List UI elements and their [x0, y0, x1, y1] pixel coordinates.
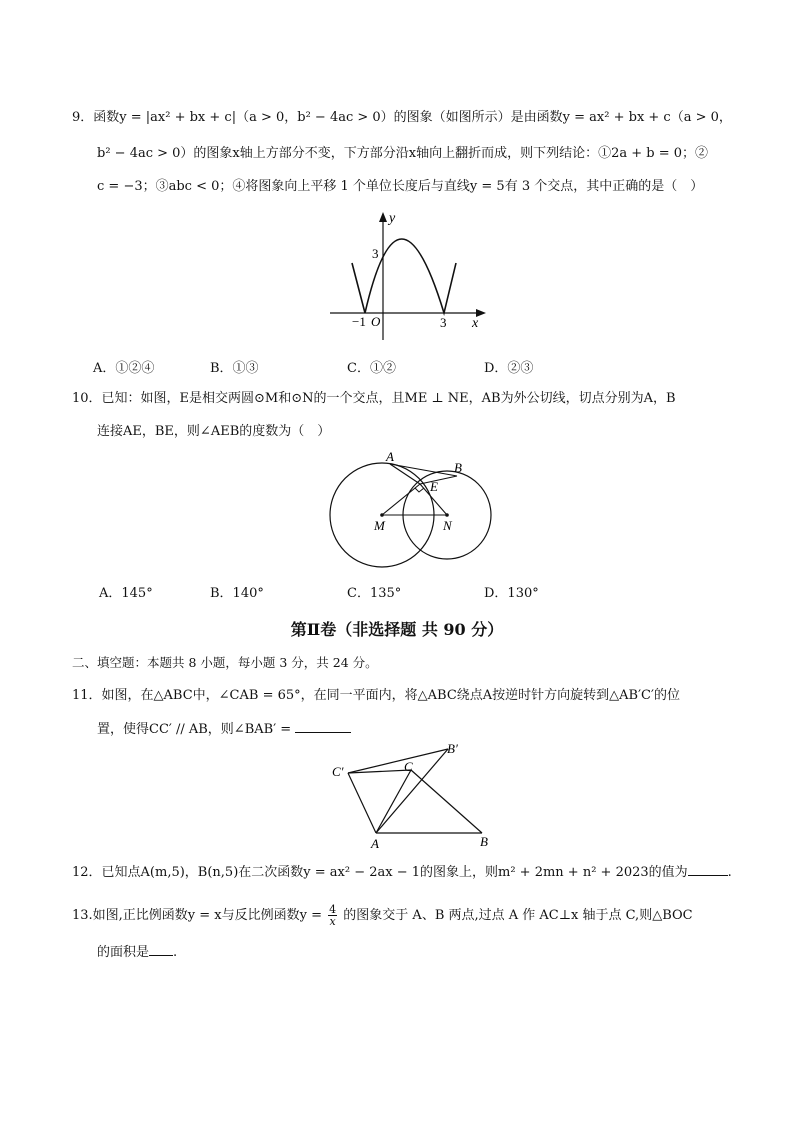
q9-option-a[interactable]: A．①②④ — [93, 361, 155, 376]
q12-text: 12．已知点A(m,5)，B(n,5)在二次函数y = ax² − 2ax − 1的图象上，则m² + 2mn + n² + 2023的值为 — [72, 865, 688, 880]
right-angle-mark — [415, 488, 424, 492]
segment-ac-prime — [348, 773, 376, 833]
q10-figure — [326, 448, 496, 572]
q11-line1: 11．如图，在△ABC中，∠CAB = 65°，在同一平面内，将△ABC绕点A按逆时针方向旋转到△AB′C′的位 — [72, 688, 680, 703]
tangent-ab — [390, 464, 457, 476]
label-e: E — [430, 479, 438, 494]
q13-line2-text: 的面积是 — [97, 945, 150, 960]
q13-line2 — [97, 942, 177, 962]
q11-answer-blank[interactable] — [295, 719, 351, 733]
q12-answer-blank[interactable] — [688, 862, 728, 876]
label-m: M — [374, 518, 385, 533]
tick-neg1: −1 — [352, 314, 366, 329]
q9-line2: b² − 4ac > 0）的图象x轴上方部分不变，下方部分沿x轴向上翻折而成，则下列结论：①2a + b = 0；② — [97, 146, 709, 161]
q9-option-c[interactable]: C．①② — [347, 361, 396, 376]
q13-answer-blank[interactable] — [149, 942, 173, 956]
q12-end: . — [727, 865, 732, 880]
q13-text-a: 13.如图,正比例函数y = x与反比例函数y = — [72, 908, 323, 923]
q9-graph — [326, 208, 496, 344]
origin-label: O — [371, 314, 381, 329]
label-c-prime: C′ — [332, 764, 344, 779]
label-a: A — [386, 449, 394, 464]
q13-fraction — [328, 904, 337, 927]
point-m — [380, 513, 384, 517]
q13-end: . — [173, 945, 178, 960]
x-axis-label: x — [472, 316, 479, 331]
q13-fraction-num: 4 — [329, 903, 337, 916]
q10-option-d[interactable]: D．130° — [484, 586, 539, 601]
tick-3-y: 3 — [372, 246, 379, 261]
label-b-prime: B′ — [447, 741, 458, 756]
section-subtitle: 二、填空题：本题共 8 小题，每小题 3 分，共 24 分。 — [72, 655, 378, 670]
q12-line — [72, 862, 732, 882]
label-b: B — [480, 834, 488, 849]
q11-line2-text: 置，使得CC′ // AB，则∠BAB′ = — [97, 722, 292, 737]
q13-line1 — [72, 904, 693, 927]
label-n: N — [443, 518, 452, 533]
q9-option-b[interactable]: B．①③ — [210, 361, 259, 376]
q9-option-d[interactable]: D．②③ — [484, 361, 534, 376]
q10-line1: 10．已知：如图，E是相交两圆⊙M和⊙N的一个交点，且ME ⊥ NE，AB为外公切线，切点分别为A，B — [72, 391, 676, 406]
q10-option-c[interactable]: C．135° — [347, 586, 402, 601]
q10-line2: 连接AE，BE，则∠AEB的度数为（ ） — [97, 424, 331, 439]
label-b: B — [454, 460, 462, 475]
q11-figure — [330, 740, 495, 851]
label-c: C — [404, 759, 413, 774]
label-a: A — [371, 836, 379, 851]
segment-me — [382, 484, 420, 515]
q11-line2 — [97, 719, 351, 739]
y-axis-arrow — [379, 212, 387, 222]
abs-parabola-curve — [352, 239, 456, 313]
q13-text-b: 的图象交于 A、B 两点,过点 A 作 AC⊥x 轴于点 C,则△BOC — [343, 908, 693, 923]
tick-3-x: 3 — [440, 315, 447, 330]
point-n — [445, 513, 449, 517]
y-axis-label: y — [389, 211, 396, 226]
q9-line3: c = −3；③abc < 0；④将图象向上平移 1 个单位长度后与直线y = 5有 3 个交点，其中正确的是（ ） — [97, 179, 704, 194]
q9-line1: 9．函数y = |ax² + bx + c|（a > 0，b² − 4ac > 0）的图象（如图所示）是由函数y = ax² + bx + c（a > 0， — [72, 110, 732, 125]
q10-option-b[interactable]: B．140° — [210, 586, 264, 601]
q10-option-a[interactable]: A．145° — [99, 586, 153, 601]
q13-fraction-den: x — [329, 915, 336, 928]
section-title: 第Ⅱ卷（非选择题 共 90 分） — [290, 620, 504, 639]
segment-ac — [376, 770, 411, 833]
segment-c-prime-b-prime — [348, 749, 448, 773]
